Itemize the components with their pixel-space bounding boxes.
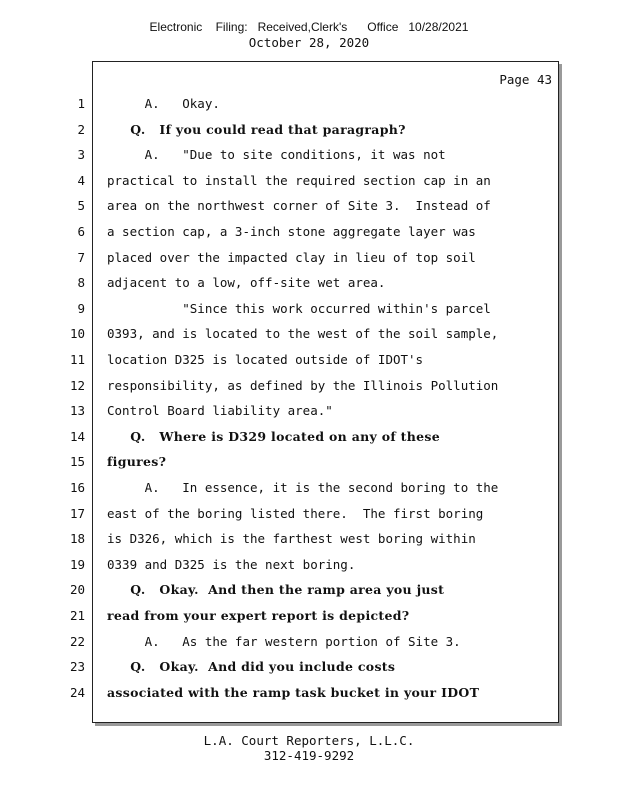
line-number: 5 <box>77 198 85 213</box>
line-number: 7 <box>77 250 85 265</box>
transcript-line: practical to install the required section cap in an <box>107 173 491 188</box>
line-number: 3 <box>77 147 85 162</box>
line-number: 12 <box>69 378 85 393</box>
transcript-line: A. In essence, it is the second boring to the <box>107 480 499 495</box>
transcript-line: "Since this work occurred within's parcel <box>107 301 491 316</box>
transcript-line: associated with the ramp task bucket in your IDOT <box>107 685 480 700</box>
line-number: 18 <box>69 531 85 546</box>
transcript-line: adjacent to a low, off-site wet area. <box>107 275 386 290</box>
transcript-line: A. As the far western portion of Site 3. <box>107 634 461 649</box>
transcript-line: read from your expert report is depicted? <box>107 608 410 623</box>
electronic-filing-stamp: Electronic Filing: Received,Clerk's Office 10/28/2021 <box>149 20 469 34</box>
transcript-line: Q. If you could read that paragraph? <box>107 122 406 137</box>
court-reporter-name: L.A. Court Reporters, L.L.C. <box>203 733 415 748</box>
line-number: 2 <box>77 122 85 137</box>
line-number: 11 <box>69 352 85 367</box>
transcript-line: Q. Where is D329 located on any of these <box>107 429 440 444</box>
transcript-line: placed over the impacted clay in lieu of top soil <box>107 250 476 265</box>
line-number: 23 <box>69 659 85 674</box>
line-number: 9 <box>77 301 85 316</box>
line-number: 13 <box>69 403 85 418</box>
line-number: 10 <box>69 326 85 341</box>
transcript-line: A. "Due to site conditions, it was not <box>107 147 446 162</box>
transcript-line: area on the northwest corner of Site 3. Instead of <box>107 198 491 213</box>
line-number: 22 <box>69 634 85 649</box>
line-number: 17 <box>69 506 85 521</box>
line-number: 1 <box>77 96 85 111</box>
transcript-line: 0339 and D325 is the next boring. <box>107 557 356 572</box>
transcript-line: Q. Okay. And then the ramp area you just <box>107 582 445 597</box>
line-number: 14 <box>69 429 85 444</box>
line-number: 24 <box>69 685 85 700</box>
line-number: 21 <box>69 608 85 623</box>
transcript-line: responsibility, as defined by the Illinois Pollution <box>107 378 499 393</box>
transcript-date: October 28, 2020 <box>248 35 370 50</box>
line-number: 8 <box>77 275 85 290</box>
line-number: 20 <box>69 582 85 597</box>
transcript-line: is D326, which is the farthest west boring within <box>107 531 476 546</box>
line-number: 16 <box>69 480 85 495</box>
transcript-line: figures? <box>107 454 167 469</box>
line-number: 6 <box>77 224 85 239</box>
transcript-line: east of the boring listed there. The first boring <box>107 506 484 521</box>
transcript-line: location D325 is located outside of IDOT's <box>107 352 424 367</box>
transcript-line: A. Okay. <box>107 96 220 111</box>
page-number: Page 43 <box>499 72 552 87</box>
transcript-line: Control Board liability area." <box>107 403 333 418</box>
transcript-line: a section cap, a 3-inch stone aggregate layer was <box>107 224 476 239</box>
line-number: 19 <box>69 557 85 572</box>
line-number: 4 <box>77 173 85 188</box>
transcript-line: 0393, and is located to the west of the soil sample, <box>107 326 499 341</box>
line-number: 15 <box>69 454 85 469</box>
court-reporter-phone: 312-419-9292 <box>263 748 355 763</box>
transcript-line: Q. Okay. And did you include costs <box>107 659 396 674</box>
